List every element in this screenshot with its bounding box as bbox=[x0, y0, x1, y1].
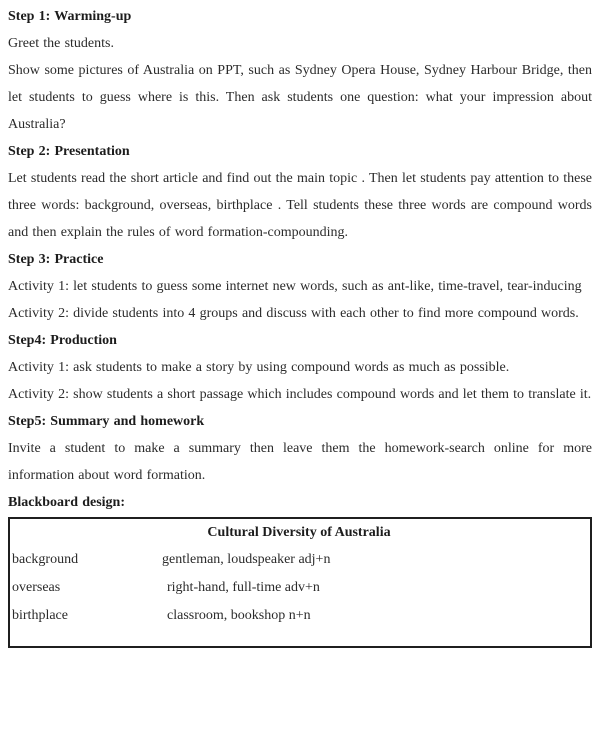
paragraph-production-activity-2: Activity 2: show students a short passage which includes compound words and let them to translate it. bbox=[8, 387, 592, 402]
blackboard-design-box bbox=[8, 517, 592, 648]
blackboard-row-background bbox=[12, 546, 586, 574]
paragraph-summary-homework: Invite a student to make a summary then leave them the homework-search online for more information about word formation. bbox=[8, 441, 592, 483]
compound-word-term: overseas bbox=[12, 580, 61, 595]
compound-word-term: background bbox=[12, 552, 79, 567]
paragraph-warming-up-activity: Show some pictures of Australia on PPT, such as Sydney Opera House, Sydney Harbour Bridge, then let students to guess where is this. Then ask students one question: what your impression about Australia? bbox=[8, 63, 592, 132]
heading-step-3-practice: Step 3: Practice bbox=[8, 252, 104, 267]
compound-word-examples: classroom, bookshop n+n bbox=[167, 608, 311, 623]
blackboard-row-overseas bbox=[12, 574, 586, 602]
paragraph-presentation-activity: Let students read the short article and find out the main topic . Then let students pay attention to these three words: background, overseas, birthplace . Tell students these three words are compound words and then explain the rules of word formation-compounding. bbox=[8, 171, 592, 240]
compound-word-examples: right-hand, full-time adv+n bbox=[167, 580, 320, 595]
heading-step-4-production: Step4: Production bbox=[8, 333, 117, 348]
heading-step-1-warming-up: Step 1: Warming-up bbox=[8, 9, 132, 24]
heading-step-5-summary-homework: Step5: Summary and homework bbox=[8, 414, 205, 429]
blackboard-row-birthplace bbox=[12, 602, 586, 630]
paragraph-production-activity-1: Activity 1: ask students to make a story by using compound words as much as possible. bbox=[8, 360, 510, 375]
blackboard-title: Cultural Diversity of Australia bbox=[207, 525, 391, 540]
heading-step-2-presentation: Step 2: Presentation bbox=[8, 144, 130, 159]
compound-word-examples: gentleman, loudspeaker adj+n bbox=[162, 552, 331, 567]
compound-word-term: birthplace bbox=[12, 608, 68, 623]
paragraph-practice-activity-2: Activity 2: divide students into 4 groups and discuss with each other to find more compound words. bbox=[8, 306, 579, 321]
paragraph-practice-activity-1: Activity 1: let students to guess some internet new words, such as ant-like, time-travel, tear-inducing bbox=[8, 279, 582, 294]
heading-blackboard-design: Blackboard design: bbox=[8, 495, 125, 510]
paragraph-greet-students: Greet the students. bbox=[8, 36, 114, 51]
